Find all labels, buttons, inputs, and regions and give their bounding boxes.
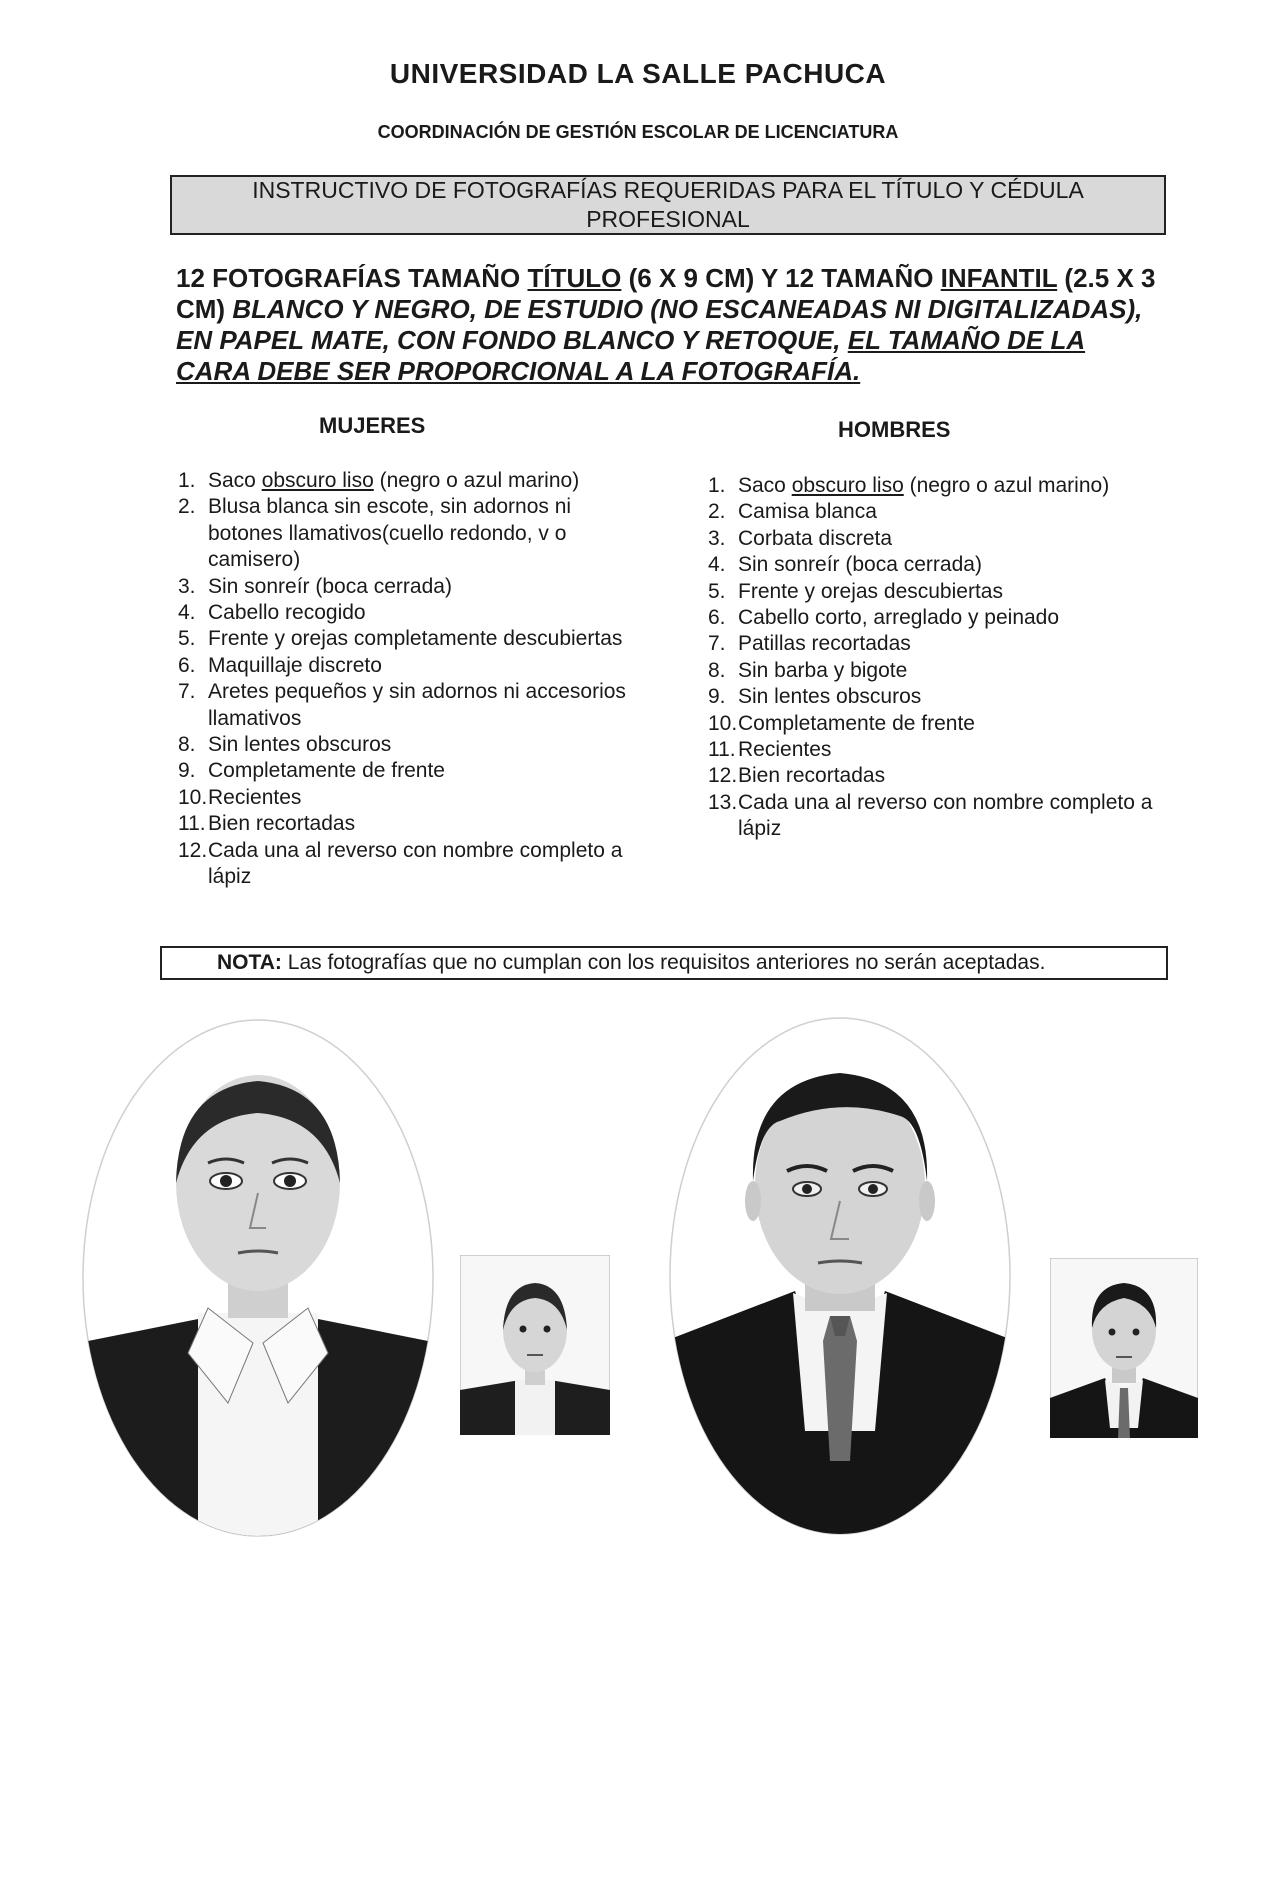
- photo-requirements-paragraph: [176, 263, 1166, 387]
- women-requirements-list: [178, 468, 638, 891]
- req-underlined-italic: EL TAMAÑO DE LA CARA DEBE SER PROPORCIONAL A LA FOTOGRAFÍA.: [176, 325, 1086, 386]
- req-part2: (6 X 9 CM) Y 12 TAMAÑO: [621, 263, 941, 293]
- req-infantil: INFANTIL: [940, 263, 1058, 293]
- list-item: 6. Cabello corto, arreglado y peinado: [708, 606, 1060, 630]
- men-heading: HOMBRES: [838, 417, 951, 442]
- list-item: 10. Completamente de frente: [708, 711, 975, 735]
- list-item: 1. Saco obscuro liso (negro o azul marino): [178, 469, 580, 492]
- list-item: 4. Cabello recogido: [178, 601, 366, 625]
- list-item: 5. Frente y orejas completamente descubiertas: [178, 627, 623, 651]
- list-item: 9. Sin lentes obscuros: [708, 685, 922, 709]
- list-item: 10. Recientes: [178, 785, 302, 809]
- list-item: 6. Maquillaje discreto: [178, 653, 382, 677]
- man-portrait-infantil-icon: [1050, 1258, 1198, 1438]
- list-item: 2. Camisa blanca: [708, 500, 877, 524]
- list-item: 3. Sin sonreír (boca cerrada): [178, 574, 452, 598]
- list-item: 7. Aretes pequeños y sin adornos ni accesorios llamativos: [178, 680, 626, 730]
- note-box: [160, 946, 1168, 980]
- list-item: 13. Cada una al reverso con nombre completo a lápiz: [708, 790, 1153, 841]
- university-title: UNIVERSIDAD LA SALLE PACHUCA: [389, 58, 887, 89]
- note-label: NOTA:: [217, 951, 282, 974]
- women-heading: MUJERES: [319, 413, 426, 438]
- list-item: 12. Bien recortadas: [708, 764, 886, 788]
- note-text: Las fotografías que no cumplan con los requisitos anteriores no serán aceptadas.: [281, 951, 1046, 974]
- men-requirements-list: [708, 473, 1178, 843]
- list-item: 5. Frente y orejas descubiertas: [708, 579, 1003, 603]
- list-item: 7. Patillas recortadas: [708, 632, 911, 656]
- list-item: 12. Cada una al reverso con nombre completo a lápiz: [178, 838, 623, 889]
- instructions-title: INSTRUCTIVO DE FOTOGRAFÍAS REQUERIDAS PARA EL TÍTULO Y CÉDULA PROFESIONAL: [252, 177, 1084, 232]
- man-portrait-oval-icon: [665, 1011, 1015, 1541]
- req-part1: 12 FOTOGRAFÍAS TAMAÑO: [176, 263, 528, 293]
- list-item: 11. Bien recortadas: [178, 812, 356, 836]
- list-item: 2. Blusa blanca sin escote, sin adornos ni botones llamativos(cuello redondo, v o camisero): [178, 495, 572, 572]
- req-part3: (2.5 X 3 CM): [176, 263, 1156, 324]
- list-item: 11. Recientes: [708, 738, 832, 762]
- list-item: 8. Sin lentes obscuros: [178, 733, 392, 757]
- req-titulo: TÍTULO: [527, 263, 622, 293]
- list-item: 1. Saco obscuro liso (negro o azul marino): [708, 474, 1110, 497]
- list-item: 8. Sin barba y bigote: [708, 658, 908, 682]
- woman-portrait-oval-icon: [78, 1013, 438, 1543]
- woman-portrait-infantil-icon: [460, 1255, 610, 1435]
- req-italic: BLANCO Y NEGRO, DE ESTUDIO (NO ESCANEADAS NI DIGITALIZADAS), EN PAPEL MATE, CON FONDO BLANCO Y RETOQUE,: [176, 294, 1143, 355]
- list-item: 3. Corbata discreta: [708, 526, 893, 550]
- list-item: 4. Sin sonreír (boca cerrada): [708, 553, 982, 577]
- list-item: 9. Completamente de frente: [178, 759, 445, 783]
- coordination-title: COORDINACIÓN DE GESTIÓN ESCOLAR DE LICENCIATURA: [377, 122, 899, 142]
- instructions-title-box: [170, 175, 1166, 235]
